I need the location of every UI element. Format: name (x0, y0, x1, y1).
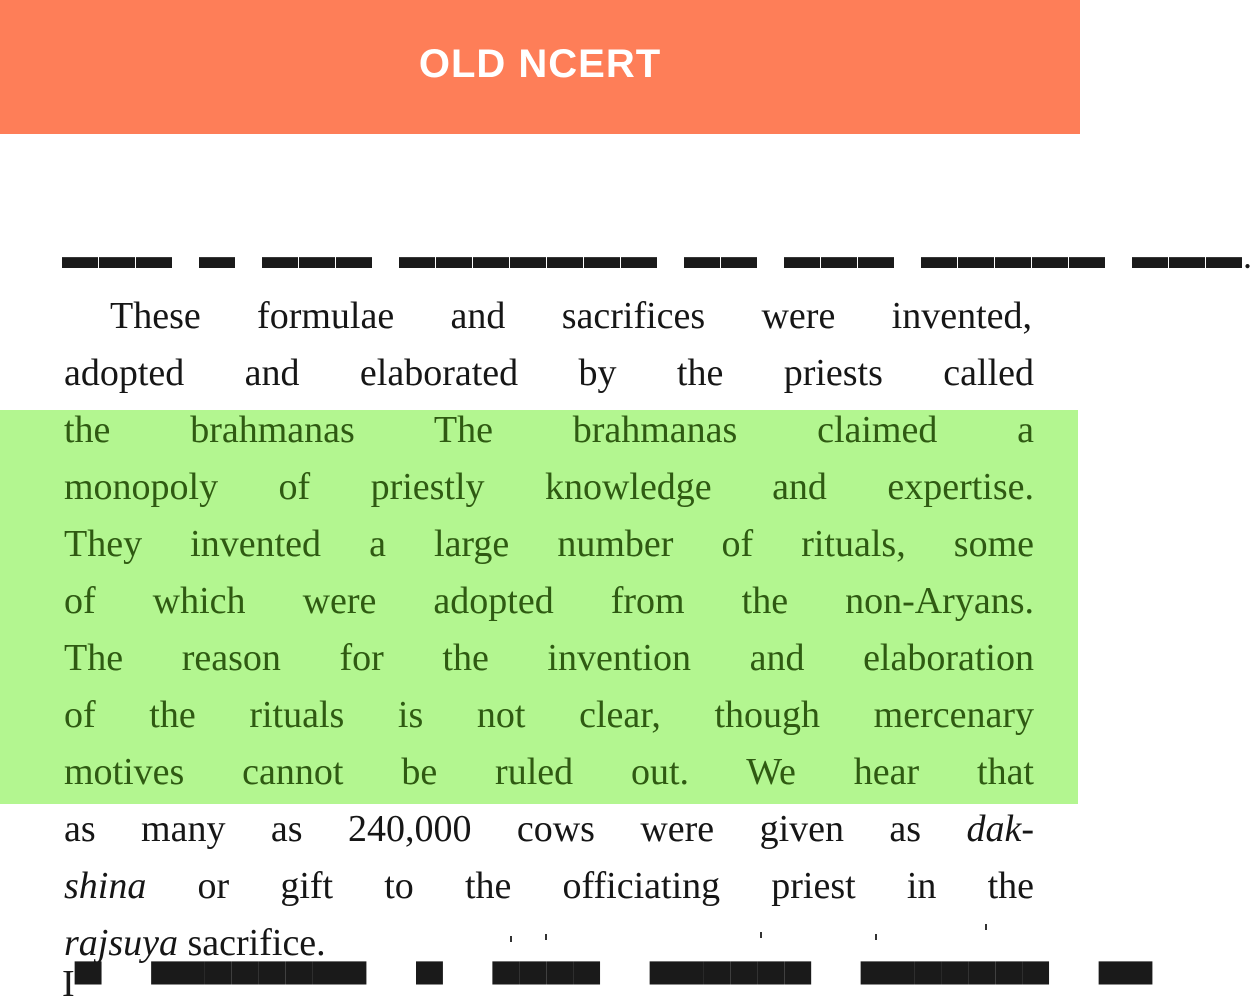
scan-speck (510, 936, 512, 942)
paragraph-line-10: as many as 240,000 cows were given as dak- (64, 808, 1034, 850)
paragraph-line-6: of which were adopted from the non-Aryans. (64, 580, 1034, 622)
clipped-previous-line: ▬▬▬ ▬ ▬▬▬ ▬▬▬▬▬▬▬ ▬▬ ▬▬▬ ▬▬▬▬▬ ▬▬▬. (62, 236, 1253, 276)
scan-speck (875, 934, 877, 940)
scan-speck (985, 924, 987, 930)
paragraph-line-11: shina or gift to the officiating priest in the (64, 865, 1034, 907)
paragraph-line-12: rajsuya sacrifice. (64, 922, 326, 964)
scanned-page (0, 134, 1253, 1005)
scan-speck (760, 932, 762, 938)
clipped-next-line: I▀ ▀▀▀▀▀▀▀▀ ▀ ▀▀▀▀ ▀▀▀▀▀▀ ▀▀▀▀▀▀▀ ▀▀ (62, 963, 1153, 1005)
paragraph-line-8: of the rituals is not clear, though mercenary (64, 694, 1034, 736)
scan-speck (545, 934, 547, 940)
paragraph-line-1: These formulae and sacrifices were invented, (110, 295, 1032, 337)
paragraph-line-2: adopted and elaborated by the priests called (64, 352, 1034, 394)
paragraph-line-3: the brahmanas The brahmanas claimed a (64, 409, 1034, 451)
paragraph-line-7: The reason for the invention and elaboration (64, 637, 1034, 679)
banner-title: OLD NCERT (418, 41, 662, 86)
paragraph-line-4: monopoly of priestly knowledge and expertise. (64, 466, 1034, 508)
header-banner (0, 0, 1080, 134)
paragraph-line-5: They invented a large number of rituals, some (64, 523, 1034, 565)
paragraph-line-9: motives cannot be ruled out. We hear that (64, 751, 1034, 793)
